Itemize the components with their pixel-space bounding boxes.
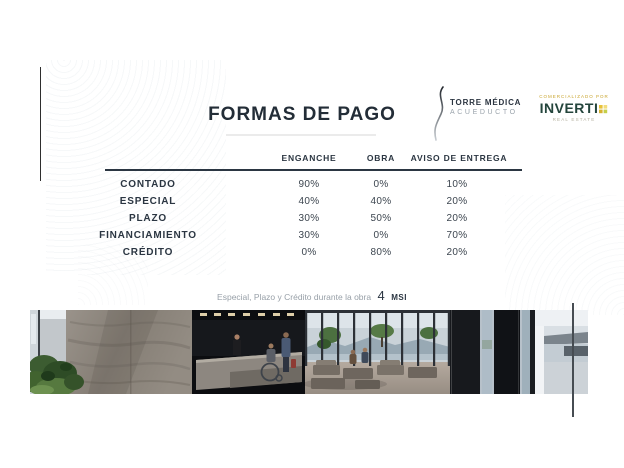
payment-note xyxy=(0,287,624,305)
column-header-enganche: ENGANCHE xyxy=(281,153,337,163)
table-header-rule xyxy=(105,169,522,171)
inverti-wordmark: INVERTI xyxy=(539,100,599,116)
cell-value: 20% xyxy=(446,196,468,207)
acueducto-label: ACUEDUCTO xyxy=(450,109,518,116)
cell-value: 30% xyxy=(298,213,320,224)
column-header-aviso: AVISO DE ENTREGA xyxy=(410,153,508,163)
cell-value: 0% xyxy=(373,230,389,241)
cell-value: 0% xyxy=(301,247,317,258)
note-msi-unit: MSI xyxy=(391,293,407,302)
cell-value: 50% xyxy=(370,213,392,224)
cell-value: 80% xyxy=(370,247,392,258)
cell-value: 20% xyxy=(446,247,468,258)
right-accent-line xyxy=(572,303,574,417)
row-label: ESPECIAL xyxy=(119,196,177,207)
cell-value: 10% xyxy=(446,179,468,190)
cell-value: 30% xyxy=(298,230,320,241)
note-msi-count: 4 xyxy=(377,288,385,303)
row-label: FINANCIAMIENTO xyxy=(99,230,197,241)
cell-value: 40% xyxy=(370,196,392,207)
note-text: Especial, Plazo y Crédito durante la obra xyxy=(217,292,372,302)
row-label: CRÉDITO xyxy=(122,247,174,258)
cell-value: 20% xyxy=(446,213,468,224)
column-header-obra: OBRA xyxy=(366,153,396,163)
cell-value: 90% xyxy=(298,179,320,190)
row-label: PLAZO xyxy=(129,213,167,224)
lobby-render-image xyxy=(30,310,588,394)
cell-value: 40% xyxy=(298,196,320,207)
page-title: FORMAS DE PAGO xyxy=(208,104,396,125)
inverti-tagline-bottom: REAL ESTATE xyxy=(552,117,596,122)
inverti-tagline-top: COMERCIALIZADO POR xyxy=(539,94,609,99)
torre-medica-label: TORRE MÉDICA xyxy=(450,98,522,107)
row-label: CONTADO xyxy=(120,179,176,190)
cell-value: 0% xyxy=(373,179,389,190)
cell-value: 70% xyxy=(446,230,468,241)
